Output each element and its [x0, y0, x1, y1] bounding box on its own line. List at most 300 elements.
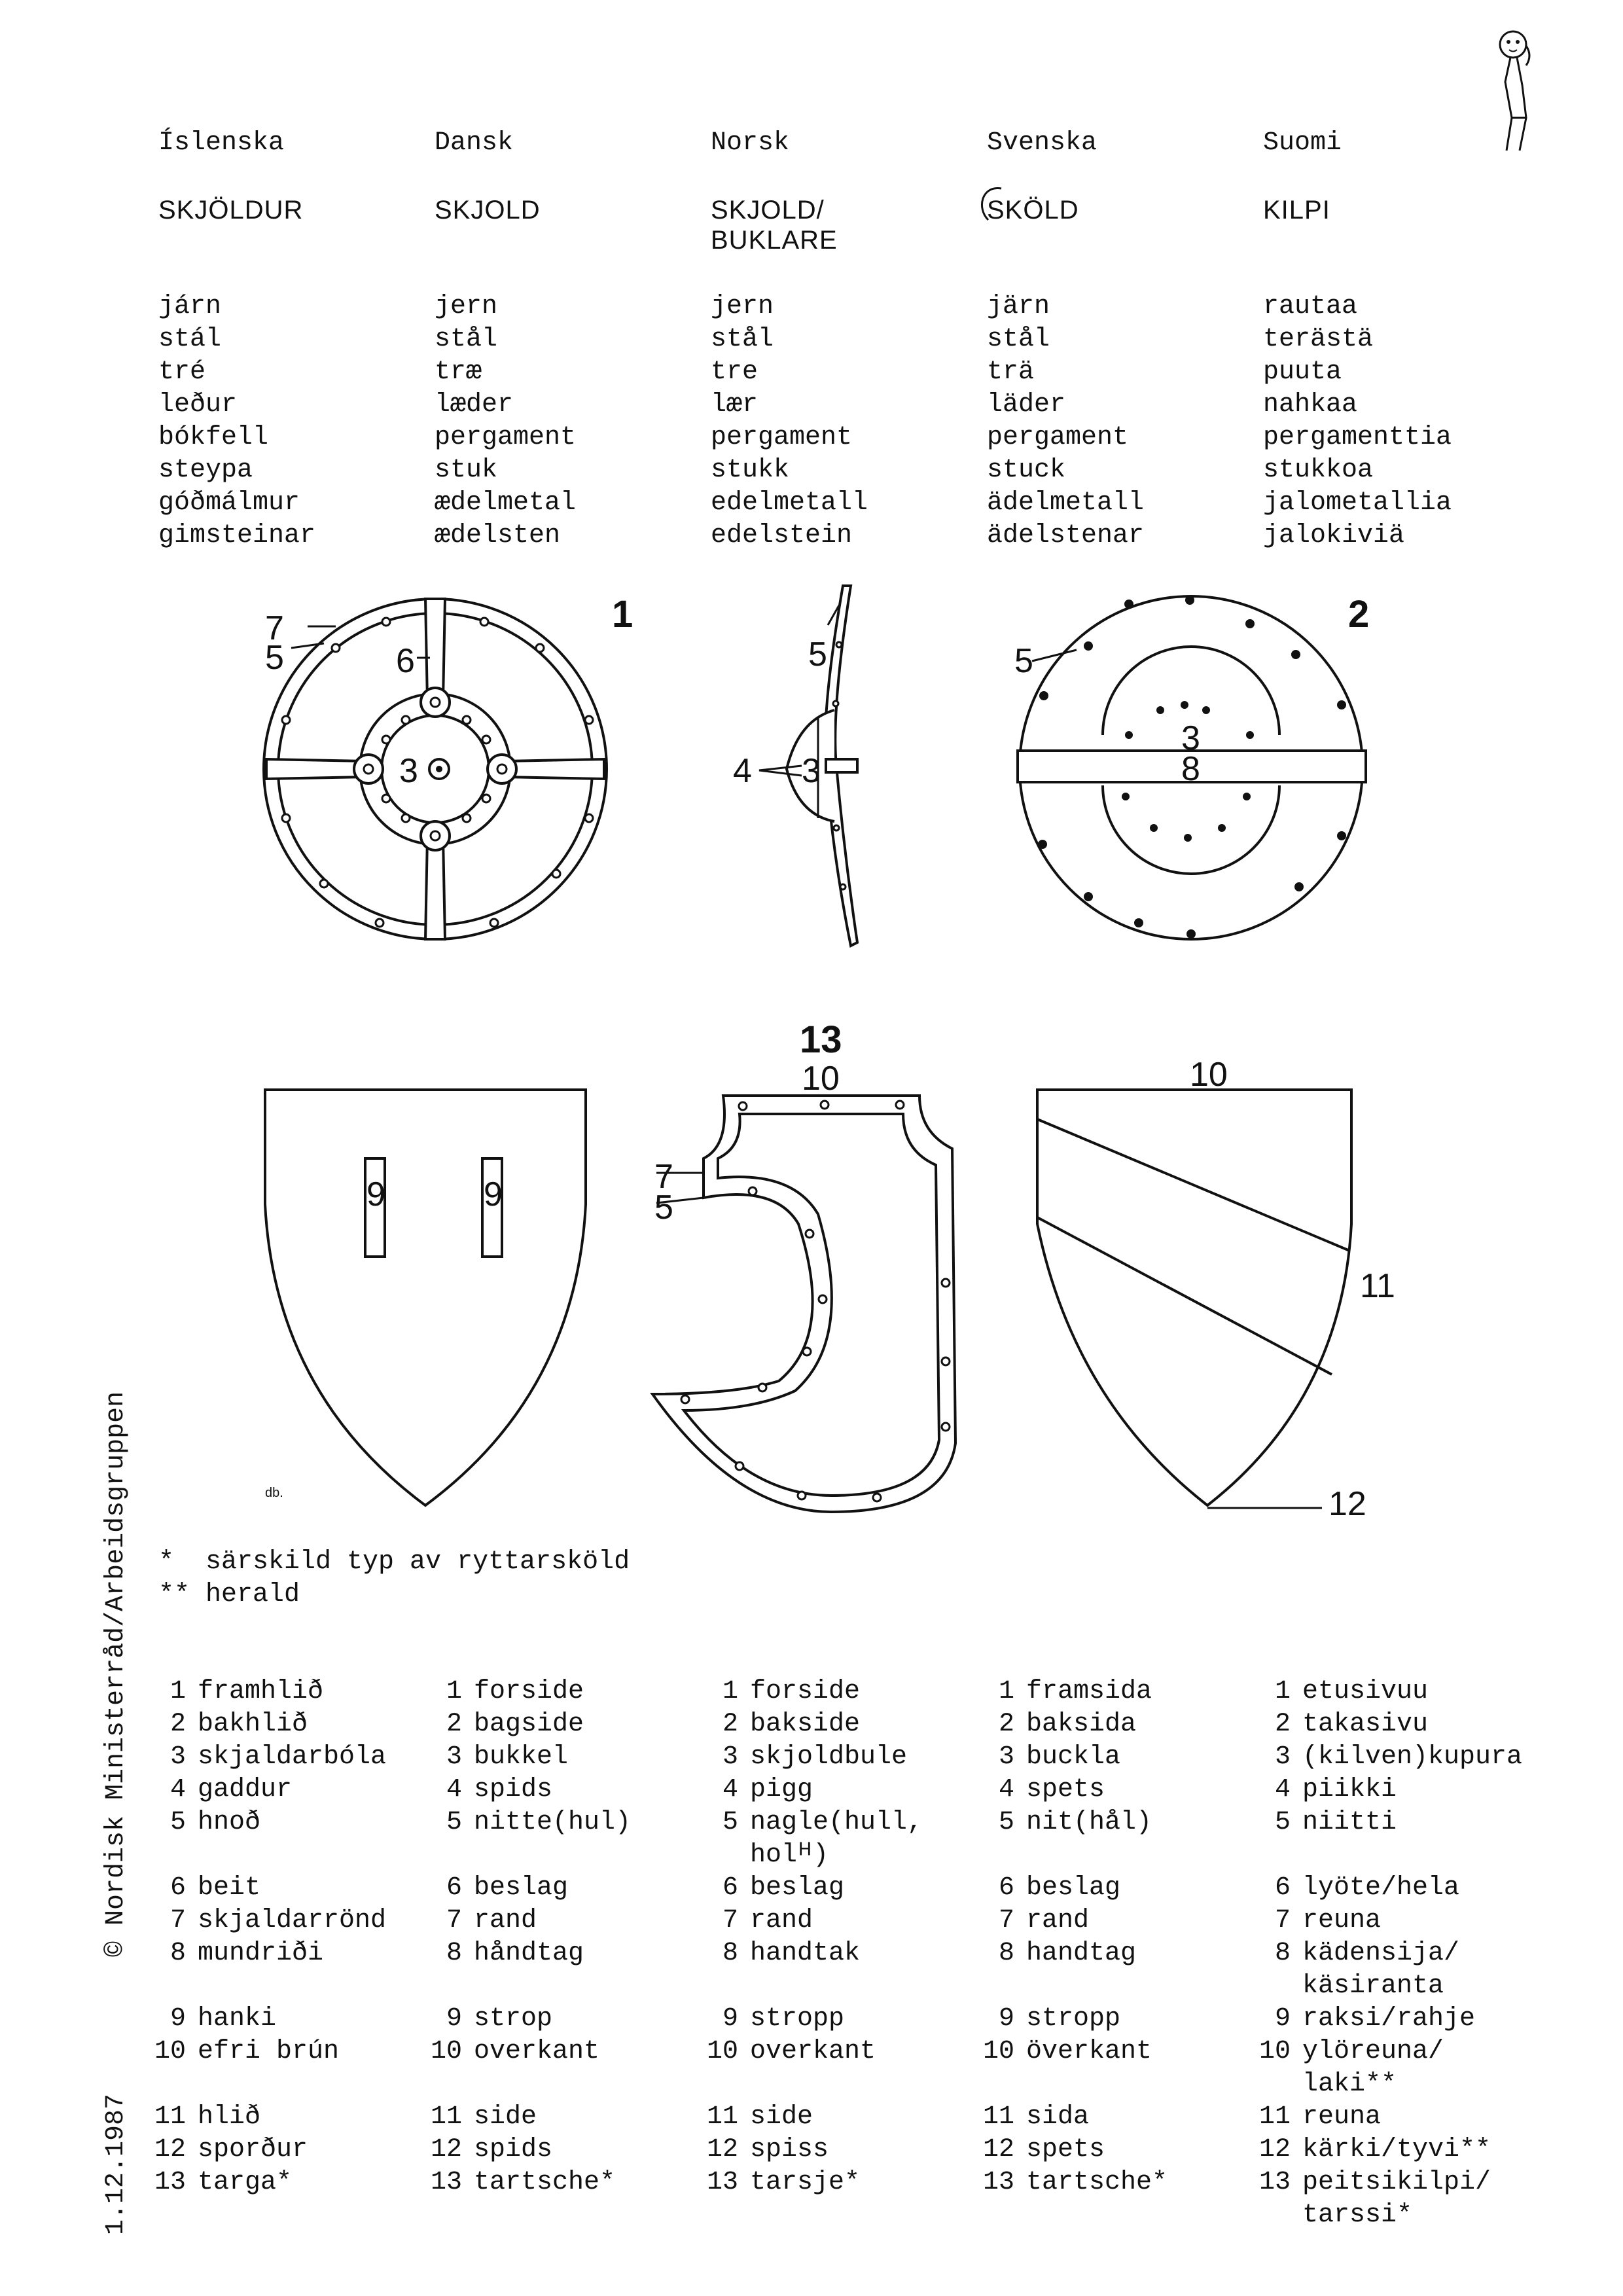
footnote-item: ** herald [158, 1580, 300, 1609]
artist-initials: db. [265, 1486, 283, 1500]
legend-number: 11 [154, 2102, 186, 2132]
legend-number: 10 [706, 2037, 738, 2066]
legend-number: 4 [169, 1775, 186, 1804]
legend-row [1257, 2134, 1522, 2166]
legend-row [152, 2068, 386, 2101]
legend-row [152, 1839, 386, 1872]
label-10: 10 [1190, 1056, 1228, 1094]
term-danish: SKJOLD [435, 196, 541, 224]
legend-row [1257, 1806, 1522, 1839]
legend-number: 6 [1274, 1873, 1291, 1903]
legend-row [1257, 1676, 1522, 1708]
legend-number: 9 [1274, 2004, 1291, 2034]
legend-term: reuna [1302, 1906, 1382, 1935]
shield-figure-1-front [259, 586, 625, 952]
legend-number: 7 [722, 1906, 738, 1935]
legend-number: 12 [982, 2135, 1014, 2164]
legend-term: beslag [1026, 1873, 1121, 1903]
legend-term: pigg [750, 1775, 813, 1804]
material-item: ædelsten [435, 521, 561, 550]
legend-row [152, 1741, 386, 1774]
figure-number-2: 2 [1348, 593, 1370, 636]
legend-number: 9 [998, 2004, 1014, 2034]
term-norwegian-line1: SKJOLD/ [711, 196, 825, 224]
legend-row [980, 2003, 1168, 2036]
material-item: stål [435, 325, 498, 354]
legend-number: 6 [998, 1873, 1014, 1903]
material-item: jern [711, 292, 774, 321]
legend-row [1257, 1872, 1522, 1905]
legend-number: 3 [169, 1742, 186, 1772]
legend-term [474, 1840, 490, 1870]
material-item: leður [158, 390, 238, 420]
legend-row [428, 2036, 631, 2068]
legend-row [1257, 1839, 1522, 1872]
legend-term [750, 1971, 766, 2001]
label-7-tartsche: 7 [654, 1158, 673, 1196]
legend-row [704, 1676, 923, 1708]
material-item: pergament [711, 423, 853, 452]
legend-term: side [750, 2102, 813, 2132]
lang-name-norwegian: Norsk [711, 128, 790, 158]
legend-term [474, 1971, 490, 2001]
legend-row [980, 1839, 1168, 1872]
legend-term: etusivuu [1302, 1677, 1429, 1706]
material-item: järn [987, 292, 1050, 321]
material-item: jalokiviä [1263, 521, 1405, 550]
lang-name-icelandic: Íslenska [158, 128, 285, 158]
legend-row [428, 2134, 631, 2166]
legend-row [1257, 1708, 1522, 1741]
legend-row [1257, 2166, 1522, 2199]
legend-row [980, 2036, 1168, 2068]
legend-row [152, 2166, 386, 2199]
legend-number: 1 [169, 1677, 186, 1706]
legend-number: 10 [154, 2037, 186, 2066]
material-item: stål [987, 325, 1050, 354]
legend-number: 2 [998, 1710, 1014, 1739]
legend-row [704, 1905, 923, 1937]
legend-row [1257, 1970, 1522, 2003]
legend-term: beslag [474, 1873, 569, 1903]
legend-row [980, 1774, 1168, 1806]
legend-number: 2 [446, 1710, 462, 1739]
legend-number: 12 [1258, 2135, 1291, 2164]
material-item: ädelstenar [987, 521, 1145, 550]
legend-term: kärki/tyvi** [1302, 2135, 1491, 2164]
legend-row [428, 2068, 631, 2101]
legend-number: 4 [722, 1775, 738, 1804]
legend-term: rand [1026, 1906, 1090, 1935]
legend-term: takasivu [1302, 1710, 1429, 1739]
legend-term: tartsche* [1026, 2168, 1168, 2197]
legend-term: targa* [198, 2168, 293, 2197]
legend-row [1257, 2101, 1522, 2134]
legend-number: 1 [446, 1677, 462, 1706]
term-swedish: SKÖLD [987, 196, 1079, 224]
legend-term: tarsje* [750, 2168, 861, 2197]
heraldic-shield [1034, 1086, 1361, 1512]
material-item: járn [158, 292, 222, 321]
legend-row [1257, 1937, 1522, 1970]
legend-row [980, 2101, 1168, 2134]
legend-row [428, 1937, 631, 1970]
legend-term: laki** [1302, 2070, 1397, 2099]
label-5: 5 [265, 639, 284, 677]
material-item: gimsteinar [158, 521, 316, 550]
material-item: læder [435, 390, 514, 420]
legend-row [428, 1774, 631, 1806]
figure-number-13: 13 [800, 1018, 842, 1061]
lang-name-finnish: Suomi [1263, 128, 1342, 158]
legend-term: rand [474, 1906, 537, 1935]
legend-term: (kilven)kupura [1302, 1742, 1523, 1772]
label-5-tartsche: 5 [654, 1189, 673, 1227]
legend-term: forside [474, 1677, 584, 1706]
legend-term: handtak [750, 1939, 861, 1968]
legend-term [198, 1971, 213, 2001]
legend-number: 7 [998, 1906, 1014, 1935]
material-item: nahkaa [1263, 390, 1358, 420]
legend-term: bagside [474, 1710, 584, 1739]
legend-term: baksida [1026, 1710, 1137, 1739]
legend-term: skjaldarbóla [198, 1742, 387, 1772]
material-item: lær [711, 390, 758, 420]
material-item: bókfell [158, 423, 269, 452]
legend-term: buckla [1026, 1742, 1121, 1772]
legend-row [428, 2166, 631, 2199]
legend-term: spids [474, 2135, 553, 2164]
legend-number: 12 [430, 2135, 462, 2164]
label-9-right: 9 [484, 1175, 503, 1213]
material-item: ädelmetall [987, 488, 1145, 518]
legend-row [980, 1806, 1168, 1839]
label-10-tartsche: 10 [802, 1060, 840, 1098]
legend-term: bukkel [474, 1742, 569, 1772]
legend-row [152, 1806, 386, 1839]
legend-row [428, 1905, 631, 1937]
legend-row [152, 1937, 386, 1970]
legend-number: 8 [722, 1939, 738, 1968]
leader-line-12 [1207, 1505, 1325, 1512]
legend-row [428, 1676, 631, 1708]
legend-number: 3 [1274, 1742, 1291, 1772]
material-item: puuta [1263, 357, 1342, 387]
term-norwegian-line2: BUKLARE [711, 226, 838, 255]
legend-term [1026, 2070, 1042, 2099]
label-7: 7 [265, 609, 284, 647]
materials-norwegian [711, 291, 868, 552]
legend-term: tartsche* [474, 2168, 616, 2197]
legend-term: rand [750, 1906, 813, 1935]
material-item: läder [987, 390, 1066, 420]
legend-column-finnish [1257, 1676, 1522, 2232]
label-5-back: 5 [1014, 642, 1033, 680]
legend-term: spids [474, 1775, 553, 1804]
legend-row [980, 1872, 1168, 1905]
legend-number: 5 [1274, 1808, 1291, 1837]
legend-number: 6 [722, 1873, 738, 1903]
legend-number: 8 [446, 1939, 462, 1968]
legend-term [474, 2070, 490, 2099]
term-icelandic: SKJÖLDUR [158, 196, 304, 224]
legend-row [704, 1872, 923, 1905]
legend-row [704, 1970, 923, 2003]
legend-row [704, 2003, 923, 2036]
legend-number: 12 [154, 2135, 186, 2164]
legend-row [704, 1708, 923, 1741]
legend-term: beit [198, 1873, 261, 1903]
label-12: 12 [1329, 1485, 1366, 1523]
legend-number: 12 [706, 2135, 738, 2164]
legend-number: 11 [706, 2102, 738, 2132]
legend-row [980, 2068, 1168, 2101]
legend-row [1257, 1741, 1522, 1774]
legend-term: håndtag [474, 1939, 584, 1968]
legend-term: framhlið [198, 1677, 324, 1706]
legend-term: spets [1026, 2135, 1105, 2164]
legend-term: lyöte/hela [1302, 1873, 1460, 1903]
legend-number: 13 [1258, 2168, 1291, 2197]
legend-number: 7 [446, 1906, 462, 1935]
legend-row [980, 1676, 1168, 1708]
legend-column-icelandic [152, 1676, 386, 2199]
legend-number: 13 [982, 2168, 1014, 2197]
legend-term: hanki [198, 2004, 277, 2034]
legend-term [1302, 1840, 1318, 1870]
material-item: pergament [435, 423, 577, 452]
label-4: 4 [733, 752, 752, 790]
material-item: stukk [711, 456, 790, 485]
material-item: steypa [158, 456, 253, 485]
label-3: 3 [399, 752, 418, 790]
legend-row [1257, 2068, 1522, 2101]
legend-term: nitte(hul) [474, 1808, 632, 1837]
material-item: edelstein [711, 521, 853, 550]
legend-row [152, 2101, 386, 2134]
lang-name-swedish: Svenska [987, 128, 1097, 158]
legend-term: käsiranta [1302, 1971, 1444, 2001]
material-item: trä [987, 357, 1035, 387]
material-item: jern [435, 292, 498, 321]
legend-row [152, 1676, 386, 1708]
legend-number: 4 [998, 1775, 1014, 1804]
legend-term [750, 2070, 766, 2099]
material-item: góðmálmur [158, 488, 300, 518]
legend-term: tarssi* [1302, 2200, 1413, 2230]
legend-term: skjaldarrönd [198, 1906, 387, 1935]
legend-term: peitsikilpi/ [1302, 2168, 1491, 2197]
legend-number: 7 [1274, 1906, 1291, 1935]
legend-number: 4 [1274, 1775, 1291, 1804]
material-item: terästä [1263, 325, 1374, 354]
legend-term: raksi/rahje [1302, 2004, 1476, 2034]
legend-term: sida [1026, 2102, 1090, 2132]
legend-term: nagle(hull, [750, 1808, 923, 1837]
legend-number: 13 [430, 2168, 462, 2197]
legend-row [152, 1774, 386, 1806]
handwritten-circle-mark [975, 182, 1021, 228]
legend-number: 3 [722, 1742, 738, 1772]
legend-term: beslag [750, 1873, 845, 1903]
legend-term: mundriði [198, 1939, 324, 1968]
legend-number: 1 [1274, 1677, 1291, 1706]
legend-term: efri brún [198, 2037, 340, 2066]
legend-term: hnoð [198, 1808, 261, 1837]
legend-number: 5 [722, 1808, 738, 1837]
material-item: stål [711, 325, 774, 354]
legend-row [152, 2134, 386, 2166]
legend-term: ylöreuna/ [1302, 2037, 1444, 2066]
footnote-item: * särskild typ av ryttarsköld [158, 1547, 630, 1577]
material-item: træ [435, 357, 482, 387]
legend-row [428, 2003, 631, 2036]
legend-row [428, 1839, 631, 1872]
legend-number: 1 [722, 1677, 738, 1706]
legend-row [1257, 2199, 1522, 2232]
copyright-vertical: © Nordisk Ministerråd/Arbeidsgruppen [101, 1391, 131, 1957]
legend-row [152, 1970, 386, 2003]
label-9-left: 9 [366, 1175, 385, 1213]
legend-term: skjoldbule [750, 1742, 908, 1772]
tartsche-shield [638, 1086, 978, 1518]
legend-row [704, 1741, 923, 1774]
label-11: 11 [1360, 1267, 1395, 1305]
legend-row [152, 2036, 386, 2068]
legend-row [704, 2101, 923, 2134]
legend-term: holᴴ) [750, 1840, 829, 1870]
material-item: jalometallia [1263, 488, 1452, 518]
legend-number: 7 [169, 1906, 186, 1935]
legend-row [704, 1774, 923, 1806]
legend-column-norwegian [704, 1676, 923, 2199]
legend-term: piikki [1302, 1775, 1397, 1804]
legend-term: overkant [750, 2037, 876, 2066]
legend-number: 9 [446, 2004, 462, 2034]
legend-row [1257, 1905, 1522, 1937]
legend-term: forside [750, 1677, 861, 1706]
legend-row [428, 1806, 631, 1839]
legend-number: 8 [998, 1939, 1014, 1968]
legend-term: strop [474, 2004, 553, 2034]
legend-term: niitti [1302, 1808, 1397, 1837]
legend-row [1257, 2003, 1522, 2036]
legend-number: 11 [430, 2102, 462, 2132]
material-item: stál [158, 325, 222, 354]
legend-number: 4 [446, 1775, 462, 1804]
legend-number: 1 [998, 1677, 1014, 1706]
legend-column-danish [428, 1676, 631, 2199]
legend-row [980, 2166, 1168, 2199]
legend-term: sporður [198, 2135, 308, 2164]
date-vertical: 1.12.1987 [101, 2093, 131, 2235]
legend-row [704, 1806, 923, 1839]
legend-term: spets [1026, 1775, 1105, 1804]
legend-column-swedish [980, 1676, 1168, 2199]
heater-shield-back [262, 1086, 596, 1512]
materials-finnish [1263, 291, 1452, 552]
legend-number: 10 [982, 2037, 1014, 2066]
legend-term: overkant [474, 2037, 600, 2066]
legend-row [704, 2166, 923, 2199]
legend-number: 5 [169, 1808, 186, 1837]
legend-number: 5 [446, 1808, 462, 1837]
material-item: pergamenttia [1263, 423, 1452, 452]
legend-term: överkant [1026, 2037, 1152, 2066]
label-5-side: 5 [808, 636, 827, 673]
label-6: 6 [396, 642, 415, 680]
material-item: tré [158, 357, 206, 387]
legend-term [198, 1840, 213, 1870]
legend-row [428, 1872, 631, 1905]
legend-number: 10 [1258, 2037, 1291, 2066]
material-item: stuk [435, 456, 498, 485]
legend-term: stropp [750, 2004, 845, 2034]
legend-term: kädensija/ [1302, 1939, 1460, 1968]
legend-number: 8 [169, 1939, 186, 1968]
legend-row [704, 2134, 923, 2166]
legend-number: 2 [169, 1710, 186, 1739]
legend-row [704, 2068, 923, 2101]
legend-number: 9 [169, 2004, 186, 2034]
legend-row [428, 2101, 631, 2134]
legend-row [704, 1839, 923, 1872]
material-item: rautaa [1263, 292, 1358, 321]
legend-row [980, 1741, 1168, 1774]
legend-row [152, 1708, 386, 1741]
material-item: ædelmetal [435, 488, 577, 518]
legend-number: 9 [722, 2004, 738, 2034]
material-item: stuck [987, 456, 1066, 485]
figure-number-1: 1 [612, 593, 633, 636]
legend-term: reuna [1302, 2102, 1382, 2132]
legend-row [704, 2036, 923, 2068]
legend-term: hlið [198, 2102, 261, 2132]
legend-term: spiss [750, 2135, 829, 2164]
materials-swedish [987, 291, 1144, 552]
legend-row [980, 1708, 1168, 1741]
legend-term: bakside [750, 1710, 861, 1739]
legend-term: nit(hål) [1026, 1808, 1152, 1837]
legend-number: 5 [998, 1808, 1014, 1837]
legend-term: side [474, 2102, 537, 2132]
legend-number: 3 [446, 1742, 462, 1772]
legend-term [1026, 1840, 1042, 1870]
legend-term: framsida [1026, 1677, 1152, 1706]
label-3-back: 3 [1181, 719, 1200, 757]
legend-row [428, 1970, 631, 2003]
legend-row [152, 2003, 386, 2036]
legend-row [428, 1708, 631, 1741]
legend-number: 13 [706, 2168, 738, 2197]
legend-number: 13 [154, 2168, 186, 2197]
legend-row [1257, 1774, 1522, 1806]
legend-row [980, 1937, 1168, 1970]
material-item: edelmetall [711, 488, 868, 518]
material-item: tre [711, 357, 758, 387]
legend-number: 10 [430, 2037, 462, 2066]
legend-row [980, 1970, 1168, 2003]
legend-row [1257, 2036, 1522, 2068]
legend-number: 11 [982, 2102, 1014, 2132]
legend-term [1026, 1971, 1042, 2001]
material-item: pergament [987, 423, 1129, 452]
legend-term: handtag [1026, 1939, 1137, 1968]
legend-number: 8 [1274, 1939, 1291, 1968]
term-finnish: KILPI [1263, 196, 1330, 224]
legend-number: 11 [1258, 2102, 1291, 2132]
materials-icelandic [158, 291, 315, 552]
